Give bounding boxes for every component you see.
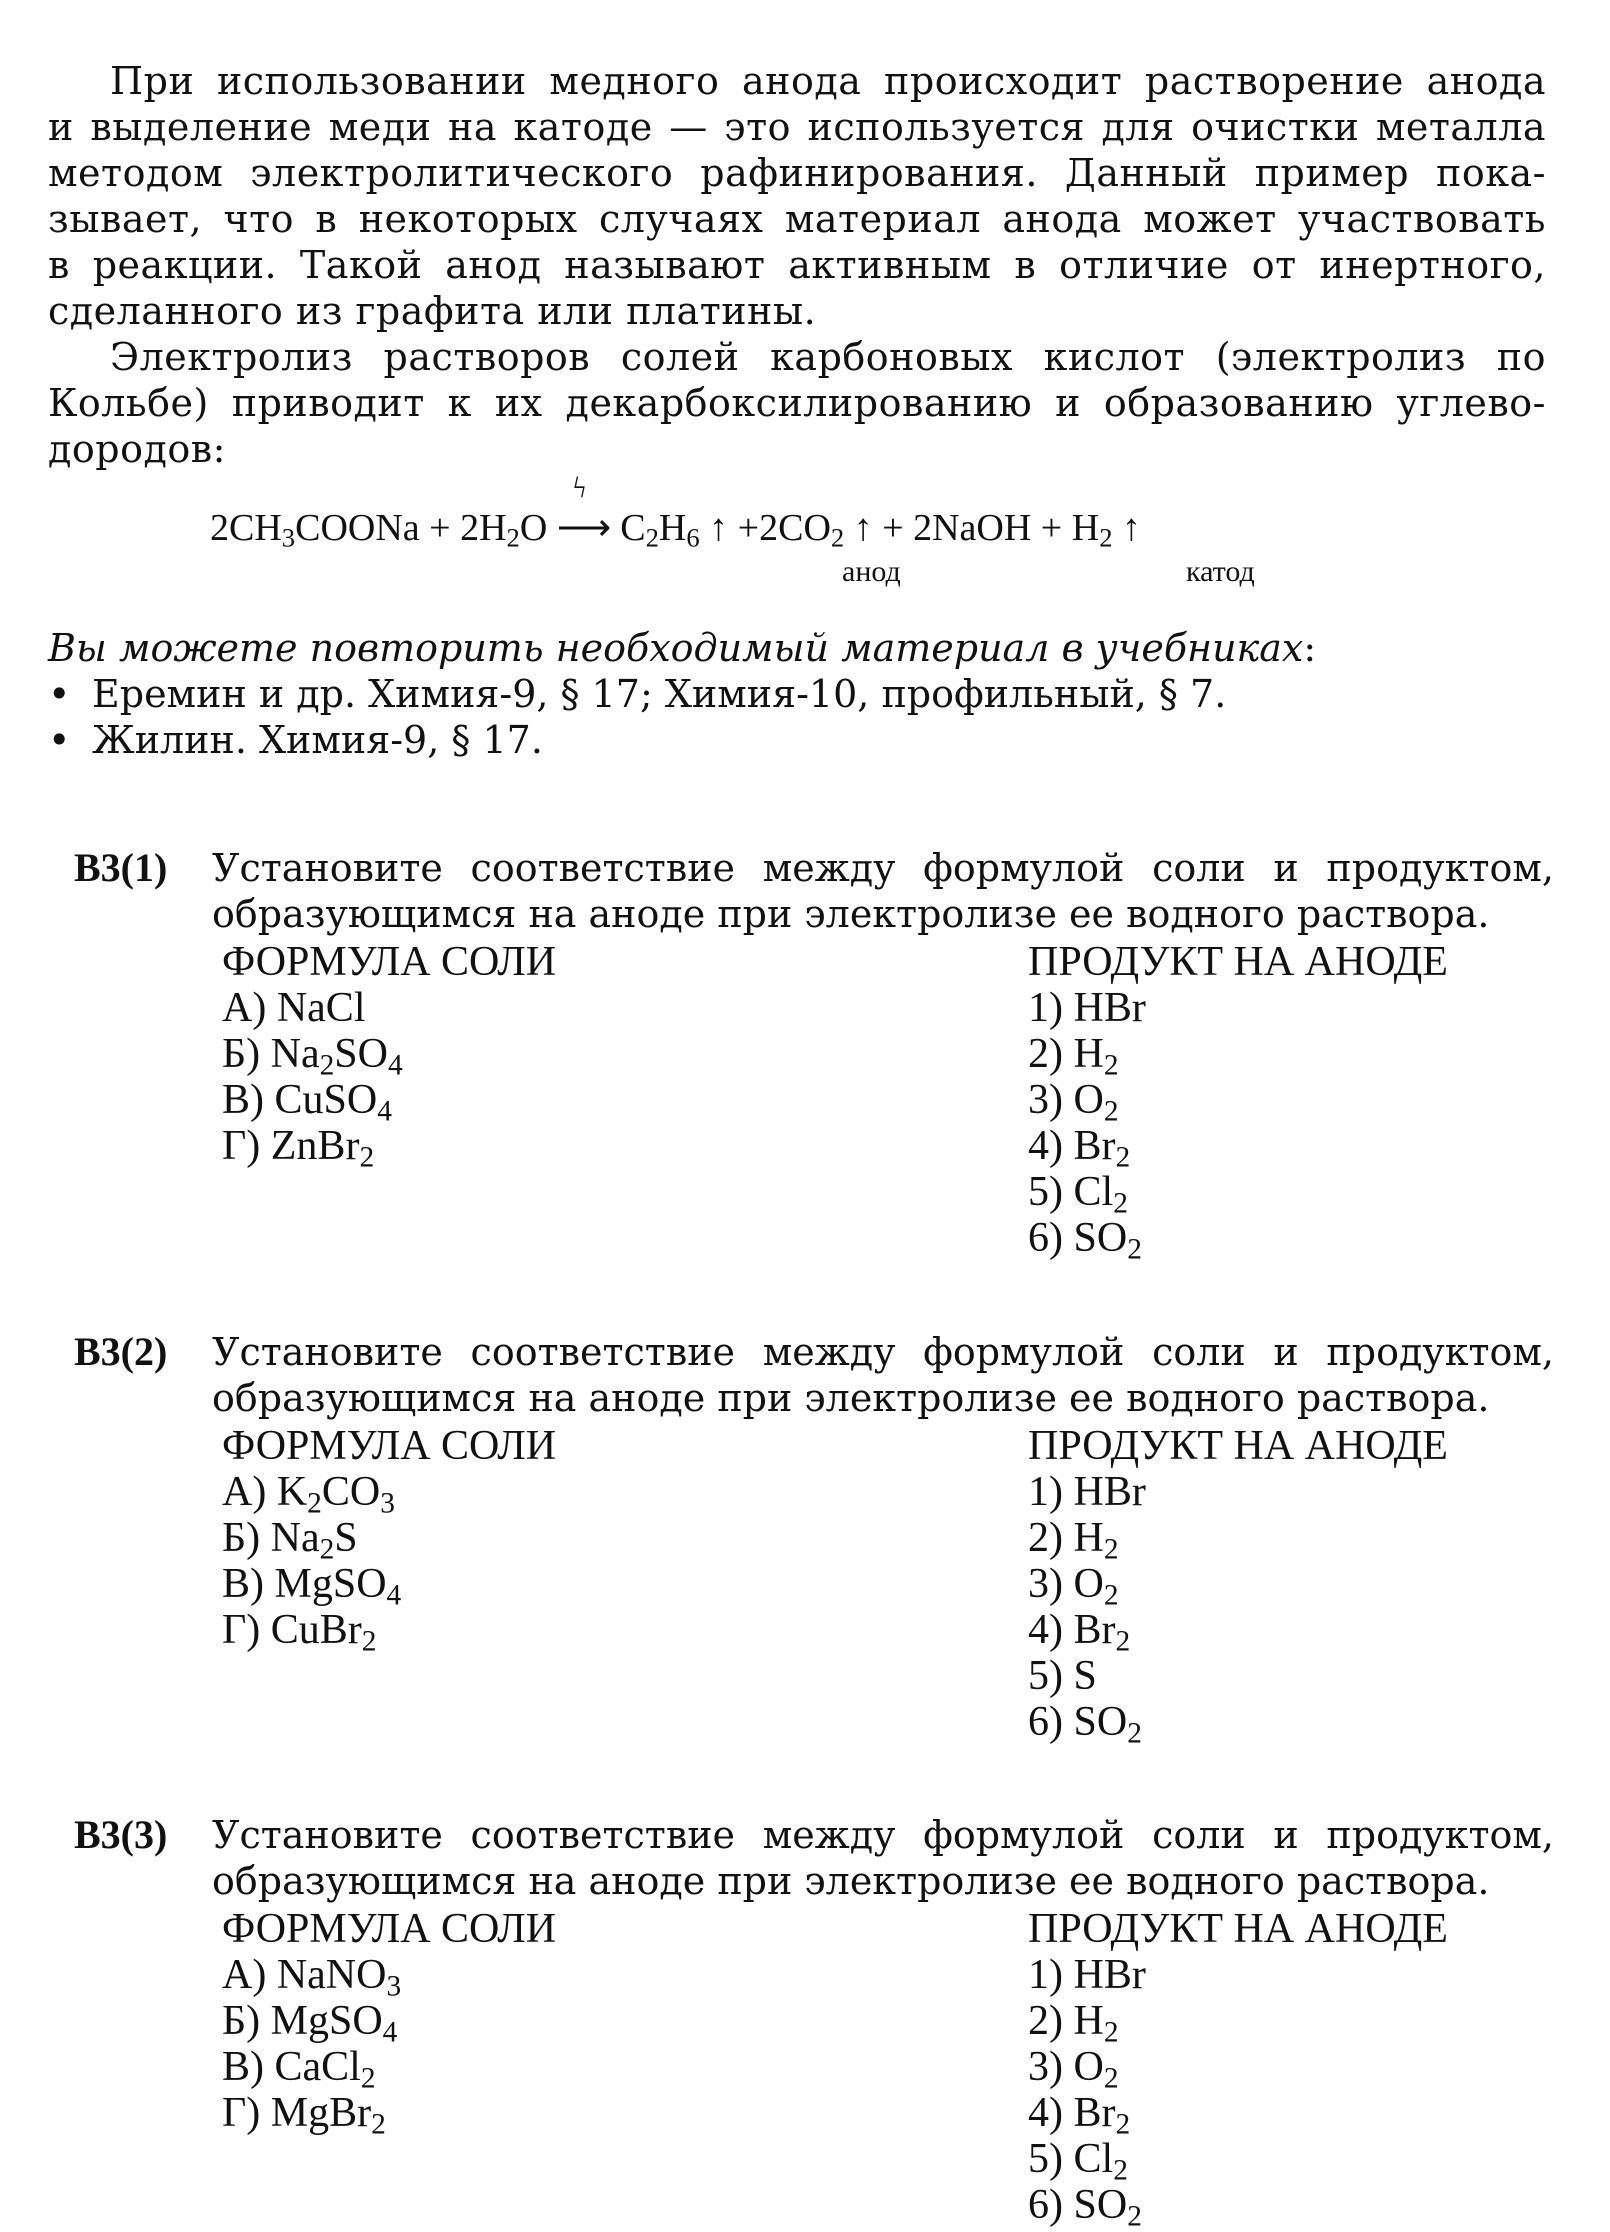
formula-subscript: 2 [319, 1533, 335, 1566]
product-option [1028, 1699, 1448, 1750]
task-number: В3(2) [74, 1329, 168, 1374]
colon: : [1303, 626, 1317, 670]
formula-part: CaCl [274, 2044, 361, 2090]
formula-subscript: 2 [307, 1487, 322, 1520]
eq-part: ↑ +2CO [699, 507, 831, 549]
product-option [1028, 2136, 1448, 2187]
formula-part: S [334, 1515, 358, 1561]
option-label: 2) [1028, 1998, 1074, 2044]
anode-label: анод [842, 555, 901, 588]
formula-part: H [1073, 1031, 1104, 1077]
task-question [212, 845, 1554, 937]
formula-part: SO [334, 1031, 388, 1077]
salt-option [222, 2044, 556, 2095]
text-line: При использовании медного анода происходит растворение анода [110, 59, 1546, 103]
option-label: В) [222, 1077, 275, 1123]
salt-option [222, 1123, 556, 1174]
salt-option [222, 1515, 556, 1566]
question-line: Установите соответствие между формулой соли и продуктом, [212, 846, 1554, 890]
text-line: Кольбе) приводит к их декарбоксилированию и образованию углево- [48, 381, 1546, 425]
question-line: Установите соответствие между формулой соли и продуктом, [212, 1813, 1554, 1857]
reference-text: Жилин. Химия-9, § 17. [92, 718, 543, 762]
references-intro-text: Вы можете повторить необходимый материал в учебниках [48, 626, 1304, 670]
eq-sub: 2 [1099, 522, 1113, 553]
product-option [1028, 1607, 1448, 1658]
salt-column-header: ФОРМУЛА СОЛИ [222, 939, 557, 985]
reference-item [48, 671, 1316, 717]
formula-part: O [1073, 2044, 1104, 2090]
product-option [1028, 1952, 1448, 1998]
salt-option [222, 1077, 556, 1128]
option-label: 1) [1028, 1469, 1074, 1515]
formula-subscript: 2 [1103, 2016, 1119, 2049]
product-option [1028, 1998, 1448, 2049]
product-option [1028, 1469, 1448, 1515]
product-option [1028, 1515, 1448, 1566]
formula-part: MgSO [270, 1998, 383, 2044]
formula-part: Br [1073, 2090, 1116, 2136]
product-option [1028, 1653, 1448, 1699]
eq-part: ↑ [1112, 507, 1141, 549]
option-label: В) [222, 1561, 275, 1607]
salt-column-header: ФОРМУЛА СОЛИ [222, 1423, 557, 1469]
formula-subscript: 4 [377, 1095, 392, 1128]
option-label: Г) [222, 1607, 271, 1653]
formula-part: Cl [1073, 2136, 1114, 2182]
formula-subscript: 2 [1115, 1625, 1131, 1658]
option-label: 2) [1028, 1031, 1074, 1077]
eq-sub: 6 [686, 522, 700, 553]
formula-part: O [1073, 1561, 1104, 1607]
salt-option [222, 1469, 556, 1520]
option-label: 6) [1028, 1699, 1074, 1745]
question-line: образующимся на аноде при электролизе ее водного раствора. [212, 892, 1490, 936]
formula-subscript: 2 [360, 2062, 376, 2095]
formula-part: H [1073, 1998, 1104, 2044]
formula-part: CO [321, 1469, 381, 1515]
option-label: Г) [222, 2090, 271, 2136]
formula-part: MgBr [270, 2090, 372, 2136]
arrow-icon: ⟶ [556, 507, 612, 549]
formula-subscript: 2 [1103, 2062, 1119, 2095]
formula-part: ZnBr [270, 1123, 360, 1169]
bullet-icon: • [48, 672, 71, 716]
task-number: В3(3) [74, 1812, 168, 1857]
formula-part: HBr [1073, 1952, 1146, 1998]
formula-part: H [1073, 1515, 1104, 1561]
option-label: В) [222, 2044, 275, 2090]
formula-subscript: 2 [1127, 2200, 1142, 2232]
text-line: дородов: [48, 427, 226, 471]
option-label: Б) [222, 1031, 271, 1077]
formula-part: HBr [1073, 1469, 1146, 1515]
question-line: образующимся на аноде при электролизе ее водного раствора. [212, 1376, 1490, 1420]
product-option [1028, 2182, 1448, 2232]
product-option [1028, 1123, 1448, 1174]
bullet-icon: • [48, 718, 71, 762]
formula-part: SO [1073, 1215, 1128, 1261]
product-option [1028, 1031, 1448, 1082]
formula-subscript: 2 [361, 1625, 377, 1658]
product-option [1028, 2090, 1448, 2141]
salt-option [222, 1031, 556, 1082]
formula-part: HBr [1073, 985, 1146, 1031]
product-column-header: ПРОДУКТ НА АНОДЕ [1028, 1906, 1448, 1952]
product-option [1028, 1215, 1448, 1266]
formula-subscript: 2 [1103, 1049, 1119, 1082]
formula-part: CuSO [274, 1077, 378, 1123]
product-option [1028, 1169, 1448, 1220]
text-line: сделанного из графита или платины. [48, 289, 817, 333]
formula-subscript: 4 [382, 2016, 398, 2049]
option-label: 6) [1028, 2182, 1074, 2228]
eq-sub: 2 [830, 522, 845, 553]
formula-part: Cl [1073, 1169, 1114, 1215]
formula-part: NaNO [276, 1952, 387, 1998]
salt-option [222, 985, 556, 1031]
option-label: 4) [1028, 2090, 1074, 2136]
references-intro [48, 625, 1316, 671]
kolbe-equation [210, 471, 1141, 553]
product-column [1028, 939, 1448, 1266]
option-label: А) [222, 1952, 277, 1998]
option-label: 1) [1028, 1952, 1074, 1998]
formula-subscript: 2 [1113, 2154, 1128, 2187]
task-number: В3(1) [74, 845, 168, 890]
product-column-header: ПРОДУКТ НА АНОДЕ [1028, 939, 1448, 985]
formula-part: NaCl [276, 985, 366, 1031]
formula-part: S [1073, 1653, 1097, 1699]
formula-part: Na [270, 1031, 320, 1077]
product-option [1028, 985, 1448, 1031]
formula-part: K [276, 1469, 308, 1515]
task-block [74, 1329, 1554, 1749]
option-label: 4) [1028, 1123, 1074, 1169]
salt-column [222, 1906, 557, 2141]
formula-subscript: 3 [386, 1970, 402, 2003]
product-option [1028, 1561, 1448, 1612]
text-line: методом электролитического рафинирования. Данный пример пока- [48, 151, 1546, 195]
product-column [1028, 1423, 1448, 1750]
product-column-header: ПРОДУКТ НА АНОДЕ [1028, 1423, 1448, 1469]
option-label: 1) [1028, 985, 1074, 1031]
salt-column-header: ФОРМУЛА СОЛИ [222, 1906, 557, 1952]
salt-column [222, 1423, 557, 1658]
salt-option [222, 1607, 556, 1658]
eq-part: COONa + 2H [295, 507, 507, 549]
formula-subscript: 2 [1103, 1095, 1119, 1128]
product-option [1028, 2044, 1448, 2095]
task-question [212, 1812, 1554, 1904]
option-label: 5) [1028, 1653, 1074, 1699]
option-label: 4) [1028, 1607, 1074, 1653]
text-line: в реакции. Такой анод называют активным в отличие от инертного, [48, 243, 1546, 287]
formula-subscript: 2 [1115, 2108, 1131, 2141]
formula-part: Na [270, 1515, 320, 1561]
salt-column [222, 939, 557, 1174]
reaction-arrow [556, 471, 612, 551]
salt-option [222, 1561, 556, 1612]
salt-option [222, 1952, 556, 2003]
eq-part: O [519, 507, 548, 549]
eq-sub: 2 [506, 522, 520, 553]
formula-part: CuBr [270, 1607, 362, 1653]
formula-subscript: 2 [1115, 1141, 1131, 1174]
formula-subscript: 2 [1103, 1533, 1119, 1566]
references-block [48, 625, 1316, 763]
formula-subscript: 2 [359, 1141, 375, 1174]
salt-option [222, 2090, 556, 2141]
question-line: образующимся на аноде при электролизе ее водного раствора. [212, 1859, 1490, 1903]
reference-text: Еремин и др. Химия-9, § 17; Химия-10, профильный, § 7. [92, 672, 1227, 716]
option-label: 3) [1028, 1561, 1074, 1607]
formula-subscript: 2 [1127, 1233, 1142, 1266]
eq-part: 2CH [210, 507, 282, 549]
formula-subscript: 2 [1113, 1187, 1128, 1220]
option-label: Г) [222, 1123, 271, 1169]
eq-part: H [658, 507, 687, 549]
text-line: зывает, что в некоторых случаях материал анода может участвовать [48, 197, 1546, 241]
formula-subscript: 4 [388, 1049, 403, 1082]
intro-paragraph-2 [48, 334, 1546, 472]
product-column [1028, 1906, 1448, 2232]
formula-subscript: 2 [319, 1049, 335, 1082]
formula-subscript: 2 [371, 2108, 386, 2141]
formula-subscript: 2 [1103, 1579, 1119, 1612]
eq-sub: 2 [645, 522, 659, 553]
text-line: и выделение меди на катоде — это используется для очистки металла [48, 105, 1546, 149]
formula-subscript: 4 [386, 1579, 402, 1612]
eq-sub: 3 [281, 522, 296, 553]
intro-paragraph-1 [48, 58, 1546, 334]
task-block [74, 845, 1554, 1265]
eq-part: ↑ + 2NaOH + H [844, 507, 1100, 549]
option-label: 5) [1028, 1169, 1074, 1215]
formula-part: Br [1073, 1607, 1116, 1653]
electricity-bolt-icon: ϟ [572, 471, 587, 504]
option-label: 2) [1028, 1515, 1074, 1561]
formula-part: SO [1073, 2182, 1128, 2228]
option-label: 3) [1028, 2044, 1074, 2090]
formula-subscript: 3 [380, 1487, 395, 1520]
task-question [212, 1329, 1554, 1421]
formula-part: MgSO [274, 1561, 387, 1607]
option-label: 3) [1028, 1077, 1074, 1123]
formula-subscript: 2 [1127, 1717, 1142, 1750]
cathode-label: катод [1186, 555, 1255, 588]
formula-part: SO [1073, 1699, 1128, 1745]
product-option [1028, 1077, 1448, 1128]
reference-item [48, 717, 1316, 763]
option-label: Б) [222, 1998, 271, 2044]
option-label: Б) [222, 1515, 271, 1561]
text-line: Электролиз растворов солей карбоновых кислот (электролиз по [110, 335, 1546, 379]
option-label: 5) [1028, 2136, 1074, 2182]
eq-part: C [620, 507, 646, 549]
option-label: 6) [1028, 1215, 1074, 1261]
formula-part: Br [1073, 1123, 1116, 1169]
salt-option [222, 1998, 556, 2049]
question-line: Установите соответствие между формулой соли и продуктом, [212, 1330, 1554, 1374]
option-label: А) [222, 1469, 277, 1515]
option-label: А) [222, 985, 277, 1031]
task-block [74, 1812, 1554, 2232]
formula-part: O [1073, 1077, 1104, 1123]
